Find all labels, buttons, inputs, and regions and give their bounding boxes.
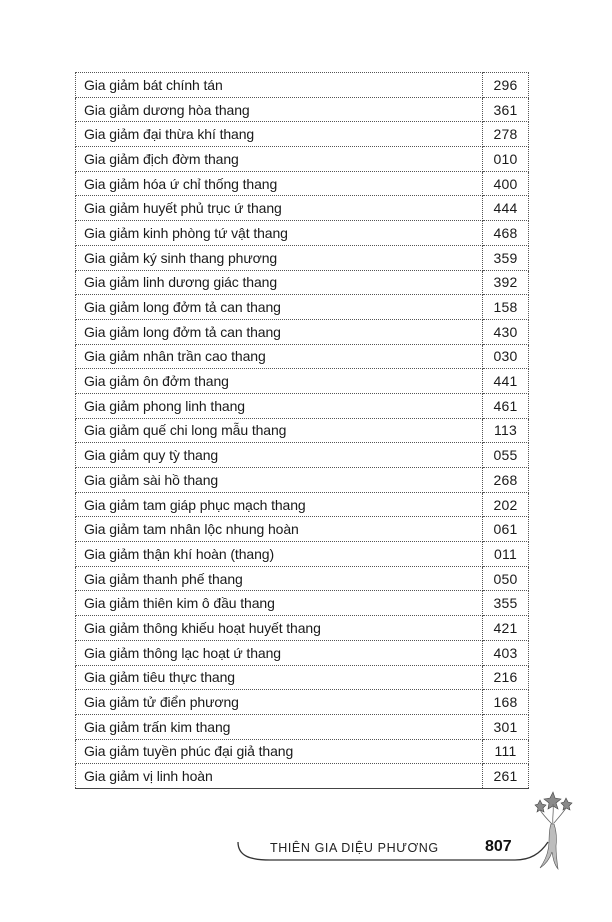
remedy-name: Gia giảm hóa ứ chỉ thống thang <box>76 171 483 196</box>
remedy-page-number: 061 <box>483 517 529 542</box>
table-row <box>76 542 529 567</box>
remedy-page-number: 050 <box>483 566 529 591</box>
remedy-name: Gia giảm thanh phế thang <box>76 566 483 591</box>
remedy-page-number: 301 <box>483 714 529 739</box>
remedy-name: Gia giảm phong linh thang <box>76 393 483 418</box>
table-row <box>76 73 529 98</box>
table-row <box>76 616 529 641</box>
remedy-page-number: 400 <box>483 171 529 196</box>
table-row <box>76 393 529 418</box>
remedy-page-number: 441 <box>483 369 529 394</box>
remedy-page-number: 113 <box>483 418 529 443</box>
remedy-page-number: 011 <box>483 542 529 567</box>
remedy-page-number: 261 <box>483 764 529 789</box>
remedy-page-number: 055 <box>483 443 529 468</box>
remedy-name: Gia giảm tuyền phúc đại giả thang <box>76 739 483 764</box>
remedy-name: Gia giảm nhân trần cao thang <box>76 344 483 369</box>
remedy-name: Gia giảm ký sinh thang phương <box>76 245 483 270</box>
table-row <box>76 764 529 789</box>
table-row <box>76 443 529 468</box>
remedy-page-number: 421 <box>483 616 529 641</box>
remedy-page-number: 202 <box>483 492 529 517</box>
remedy-page-number: 158 <box>483 295 529 320</box>
table-row <box>76 369 529 394</box>
remedy-name: Gia giảm thận khí hoàn (thang) <box>76 542 483 567</box>
table-row <box>76 221 529 246</box>
remedy-name: Gia giảm tam nhân lộc nhung hoàn <box>76 517 483 542</box>
remedy-page-number: 392 <box>483 270 529 295</box>
table-row <box>76 245 529 270</box>
remedy-name: Gia giảm dương hòa thang <box>76 97 483 122</box>
remedy-name: Gia giảm thông lạc hoạt ứ thang <box>76 640 483 665</box>
remedy-page-number: 296 <box>483 73 529 98</box>
remedy-name: Gia giảm tiêu thực thang <box>76 665 483 690</box>
table-row <box>76 97 529 122</box>
index-table <box>75 72 529 789</box>
table-row <box>76 122 529 147</box>
remedy-name: Gia giảm kinh phòng tứ vật thang <box>76 221 483 246</box>
table-row <box>76 319 529 344</box>
remedy-name: Gia giảm tam giáp phục mạch thang <box>76 492 483 517</box>
remedy-page-number: 278 <box>483 122 529 147</box>
remedy-name: Gia giảm sài hồ thang <box>76 468 483 493</box>
remedy-page-number: 010 <box>483 147 529 172</box>
remedy-page-number: 030 <box>483 344 529 369</box>
page-footer <box>0 820 612 880</box>
remedy-name: Gia giảm đại thừa khí thang <box>76 122 483 147</box>
remedy-page-number: 359 <box>483 245 529 270</box>
table-row <box>76 344 529 369</box>
table-row <box>76 147 529 172</box>
index-table-body <box>76 73 529 789</box>
remedy-name: Gia giảm thiên kim ô đầu thang <box>76 591 483 616</box>
table-row <box>76 690 529 715</box>
remedy-page-number: 111 <box>483 739 529 764</box>
table-row <box>76 640 529 665</box>
book-title: THIÊN GIA DIỆU PHƯƠNG <box>270 841 439 855</box>
table-row <box>76 468 529 493</box>
remedy-name: Gia giảm trấn kim thang <box>76 714 483 739</box>
table-row <box>76 171 529 196</box>
remedy-name: Gia giảm bát chính tán <box>76 73 483 98</box>
table-row <box>76 665 529 690</box>
table-row <box>76 714 529 739</box>
remedy-name: Gia giảm huyết phủ trục ứ thang <box>76 196 483 221</box>
remedy-name: Gia giảm ôn đởm thang <box>76 369 483 394</box>
remedy-page-number: 355 <box>483 591 529 616</box>
remedy-name: Gia giảm vị linh hoàn <box>76 764 483 789</box>
table-row <box>76 517 529 542</box>
table-row <box>76 418 529 443</box>
remedy-name: Gia giảm long đởm tả can thang <box>76 295 483 320</box>
remedy-page-number: 361 <box>483 97 529 122</box>
remedy-name: Gia giảm thông khiếu hoạt huyết thang <box>76 616 483 641</box>
remedy-page-number: 216 <box>483 665 529 690</box>
remedy-page-number: 461 <box>483 393 529 418</box>
table-row <box>76 492 529 517</box>
table-row <box>76 196 529 221</box>
table-row <box>76 295 529 320</box>
remedy-name: Gia giảm tử điển phương <box>76 690 483 715</box>
remedy-page-number: 168 <box>483 690 529 715</box>
table-row <box>76 739 529 764</box>
remedy-name: Gia giảm long đởm tả can thang <box>76 319 483 344</box>
remedy-name: Gia giảm quy tỳ thang <box>76 443 483 468</box>
remedy-page-number: 444 <box>483 196 529 221</box>
table-row <box>76 566 529 591</box>
remedy-name: Gia giảm linh dương giác thang <box>76 270 483 295</box>
remedy-page-number: 403 <box>483 640 529 665</box>
remedy-name: Gia giảm quế chi long mẫu thang <box>76 418 483 443</box>
table-row <box>76 270 529 295</box>
page-number: 807 <box>485 838 512 855</box>
remedy-page-number: 430 <box>483 319 529 344</box>
remedy-page-number: 268 <box>483 468 529 493</box>
remedy-name: Gia giảm địch đờm thang <box>76 147 483 172</box>
remedy-page-number: 468 <box>483 221 529 246</box>
table-row <box>76 591 529 616</box>
